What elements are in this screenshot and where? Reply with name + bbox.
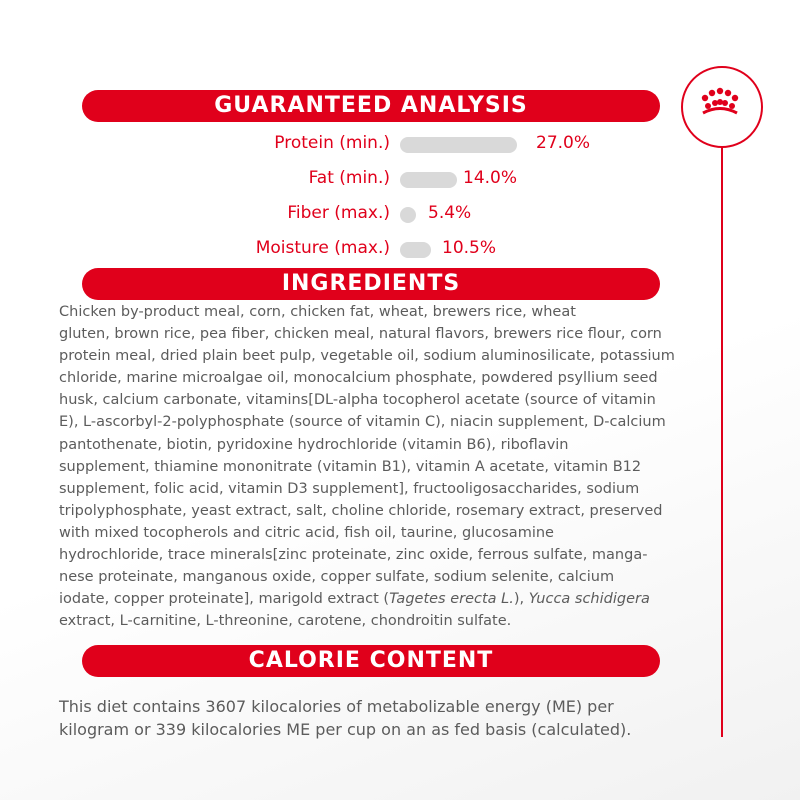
ingredients-line: extract, L-carnitine, L-threonine, carotene, chondroitin sulfate.	[59, 613, 512, 630]
analysis-row-protein	[0, 130, 800, 160]
analysis-label: Fat (min.)	[308, 168, 390, 188]
ingredients-line: Chicken by-product meal, corn, chicken fat, wheat, brewers rice, wheat	[59, 304, 576, 320]
analysis-row-fat	[0, 165, 800, 195]
ingredients-line: gluten, brown rice, pea fiber, chicken meal, natural flavors, brewers rice flour, corn	[59, 326, 662, 343]
calorie-line: kilogram or 339 kilocalories ME per cup on an as fed basis (calculated).	[59, 720, 632, 739]
analysis-bar	[400, 172, 457, 188]
ingredients-title: INGREDIENTS	[281, 271, 461, 296]
ingredients-text-part: iodate, copper proteinate], marigold extract (	[59, 591, 390, 608]
analysis-value: 27.0%	[536, 133, 591, 153]
ingredients-line: supplement, folic acid, vitamin D3 supplement], fructooligosaccharides, sodium	[59, 480, 640, 497]
ingredients-line: nese proteinate, manganous oxide, copper sulfate, sodium selenite, calcium	[59, 569, 615, 586]
ingredients-line: hydrochloride, trace minerals[zinc proteinate, zinc oxide, ferrous sulfate, manga-	[59, 547, 648, 564]
ingredients-line: with mixed tocopherols and citric acid, fish oil, taurine, glucosamine	[59, 524, 554, 541]
analysis-value: 10.5%	[442, 238, 497, 258]
calorie-content-title: CALORIE CONTENT	[248, 648, 494, 673]
analysis-value: 14.0%	[463, 168, 518, 188]
ingredients-line	[59, 588, 711, 610]
guaranteed-analysis-title: GUARANTEED ANALYSIS	[214, 93, 528, 118]
analysis-bar	[400, 242, 431, 258]
analysis-value: 5.4%	[428, 203, 472, 223]
ingredients-line: chloride, marine microalgae oil, monocalcium phosphate, powdered psyllium seed	[59, 370, 658, 387]
ingredients-line: protein meal, dried plain beet pulp, vegetable oil, sodium aluminosilicate, potassium	[59, 348, 675, 365]
ingredients-italic-name: Tagetes erecta L.	[389, 591, 514, 608]
analysis-label: Protein (min.)	[274, 133, 390, 153]
analysis-label: Fiber (max.)	[287, 203, 390, 223]
ingredients-italic-name: Yucca schidigera	[528, 591, 650, 608]
calorie-content-banner	[82, 645, 660, 677]
ingredients-text	[59, 301, 711, 632]
guaranteed-analysis-banner	[82, 90, 660, 122]
ingredients-text-part: ),	[513, 591, 529, 608]
calorie-content-text	[59, 695, 711, 741]
ingredients-line: pantothenate, biotin, pyridoxine hydrochloride (vitamin B6), riboflavin	[59, 436, 569, 453]
analysis-row-fiber	[0, 200, 800, 230]
analysis-bar	[400, 137, 517, 153]
ingredients-line: tripolyphosphate, yeast extract, salt, choline chloride, rosemary extract, preserved	[59, 502, 663, 519]
calorie-line: This diet contains 3607 kilocalories of metabolizable energy (ME) per	[59, 697, 614, 716]
ingredients-line: E), L-ascorbyl-2-polyphosphate (source of vitamin C), niacin supplement, D-calcium	[59, 414, 666, 431]
analysis-label: Moisture (max.)	[255, 238, 390, 258]
ingredients-line: supplement, thiamine mononitrate (vitamin B1), vitamin A acetate, vitamin B12	[59, 458, 642, 475]
ingredients-banner	[82, 268, 660, 300]
ingredients-line: husk, calcium carbonate, vitamins[DL-alpha tocopherol acetate (source of vitamin	[59, 392, 656, 409]
analysis-row-moisture	[0, 235, 800, 265]
analysis-bar	[400, 207, 416, 223]
